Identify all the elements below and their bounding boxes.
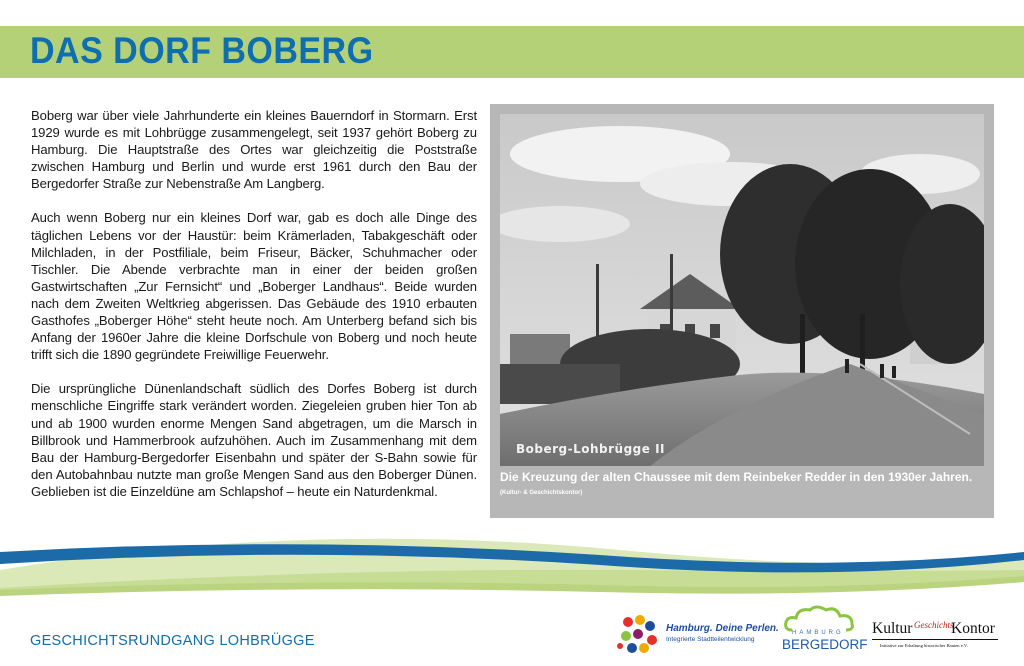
kontor-logo-mid: Geschichts: [914, 620, 954, 630]
bergedorf-logo-small: HAMBURG: [792, 630, 844, 636]
photo-credit: (Kultur- & Geschichtskontor): [500, 490, 583, 496]
kontor-logo-rule: [872, 639, 998, 640]
article-body: [31, 107, 477, 517]
photo-caption: Die Kreuzung der alten Chaussee mit dem Reinbeker Redder in den 1930er Jahren.: [500, 470, 973, 484]
paragraph-1: Boberg war über viele Jahrhunderte ein kleines Bauerndorf in Stormarn. Erst 1929 wurde es mit Lohbrügge zusammengelegt, seit 1937 gehört Boberg zu Hamburg. Die Hauptstraße des Ortes war gleichzeitig die Poststraße zwischen Hamburg und Berlin und wurde erst 1961 durch den Bau der Bergedorfer Straße zur Nebenstraße Am Langberg.: [31, 108, 477, 192]
hamburg-logo-sub: Integrierte Stadtteilentwicklung: [666, 636, 755, 643]
kontor-logo-part2: Kontor: [951, 620, 995, 637]
cloud-icon: [778, 604, 864, 632]
page-title: DAS DORF BOBERG: [30, 30, 374, 71]
hamburg-logo: [616, 612, 779, 658]
photo-overlay-label: Boberg-Lohbrügge II: [516, 442, 666, 456]
kontor-logo: [870, 620, 1004, 654]
pearls-icon: [616, 612, 664, 658]
paragraph-2: Auch wenn Boberg nur ein kleines Dorf war, gab es doch alle Dinge des täglichen Lebens vor der Haustür: beim Krämerladen, Tabakgeschäft oder Milchladen, in der Postfiliale, beim Friseur, Bäcker, Schuhmacher oder Tischler. Die Abende verbrachte man in einer der beiden großen Gastwirtschaften „Zur Fernsicht“ und „Boberger Landhaus“. Beide wurden nach dem Zweiten Weltkrieg abgerissen. Das Gebäude des 1910 erbauten Gasthofes „Boberger Höhe“ steht heute noch. Am Unterberg befand sich bis Anfang der 1960er Jahre die kleine Dorfschule von Boberg und noch heute trifft sich die 1890 gegründete Freiwillige Feuerwehr.: [31, 210, 477, 363]
photo-frame: [490, 104, 994, 518]
bergedorf-logo-big: BERGEDORF: [782, 637, 868, 652]
footer-title: GESCHICHTSRUNDGANG LOHBRÜGGE: [30, 633, 315, 649]
photo-illustration: [500, 114, 984, 466]
kontor-logo-part1: Kultur: [872, 620, 913, 637]
kontor-logo-sub: Initiative zur Erhaltung historischer Bauten e.V.: [880, 643, 968, 648]
paragraph-3: Die ursprüngliche Dünenlandschaft südlich des Dorfes Boberg ist durch menschliche Eingriffe stark verändert worden. Ziegeleien gruben hier Ton ab und ab 1900 wurden enorme Mengen Sand abgetragen, um die Marsch in Billbrook und Hammerbrook aufzuhöhen. Auch im Zusammenhang mit dem Bau der Hamburg-Bergedorfer Eisenbahn und später der S-Bahn sowie für den Autobahnbau nutzte man große Mengen Sand aus den Boberger Dünen. Geblieben ist die Einzeldüne am Schlapshof – heute ein Naturdenkmal.: [31, 381, 477, 499]
bergedorf-logo: [778, 604, 868, 658]
historic-photo: [500, 114, 984, 466]
hamburg-logo-name: Hamburg. Deine Perlen.: [666, 623, 779, 634]
